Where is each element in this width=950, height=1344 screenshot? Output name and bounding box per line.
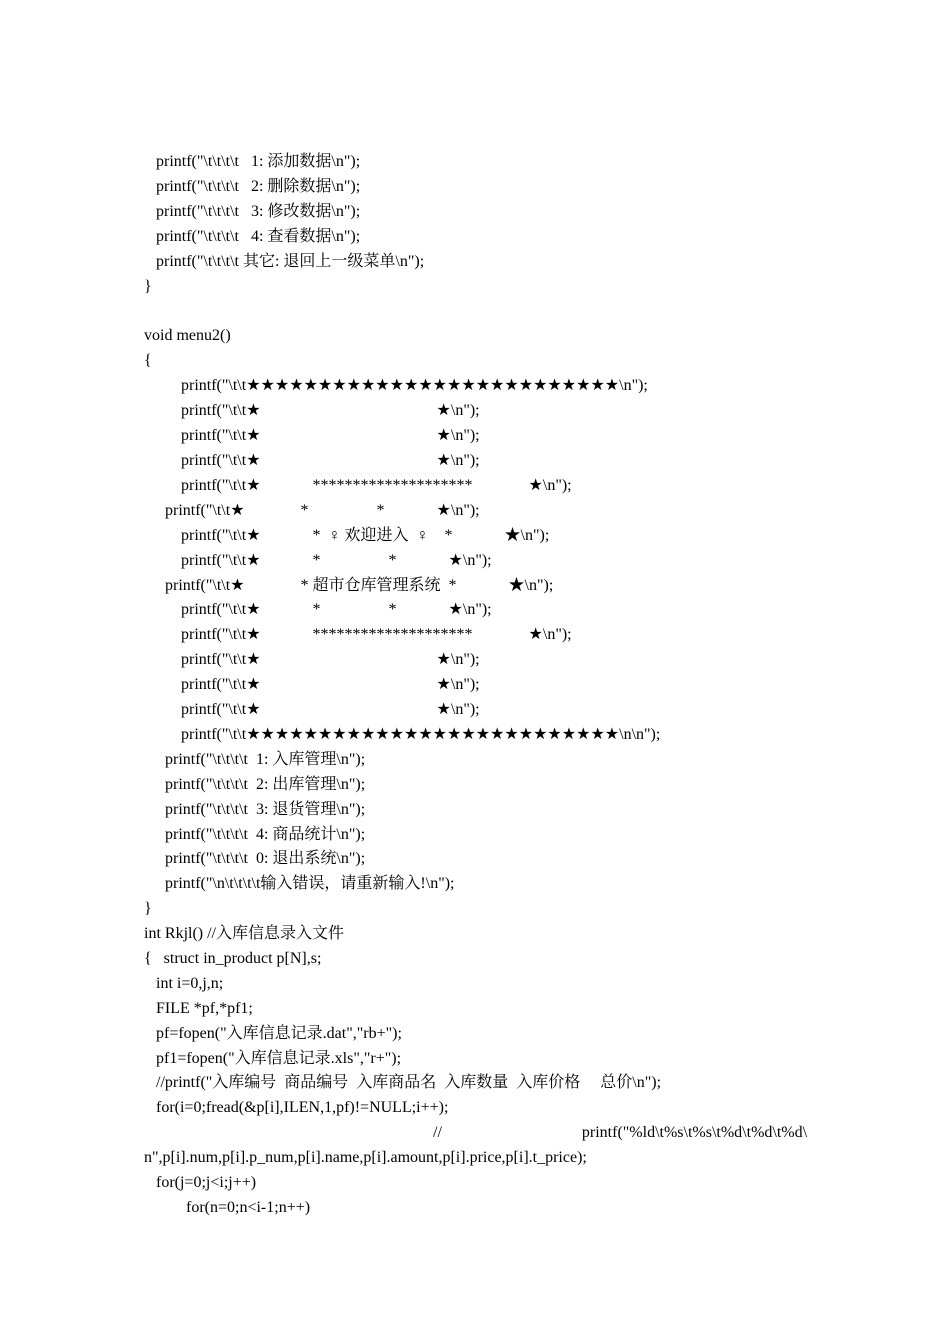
code-line: printf("\t\t\t\t 2: 删除数据\n"); <box>156 178 361 195</box>
code-line: printf("\t\t★ * * ★\n"); <box>181 601 492 618</box>
code-line: printf("\t\t★ * 超市仓库管理系统 * ★\n"); <box>165 577 554 594</box>
code-line: printf("\t\t\t\t 1: 添加数据\n"); <box>156 153 361 170</box>
code-line: //printf("入库编号 商品编号 入库商品名 入库数量 入库价格 总价\n"); <box>156 1074 662 1091</box>
code-line: FILE *pf,*pf1; <box>156 1000 253 1017</box>
code-line: printf("\t\t★★★★★★★★★★★★★★★★★★★★★★★★★★\n"); <box>181 377 648 394</box>
code-line: printf("\t\t★ ★\n"); <box>181 701 480 718</box>
code-line: printf("\n\t\t\t\t输入错误，请重新输入!\n"); <box>165 875 455 892</box>
code-line: pf1=fopen("入库信息记录.xls","r+"); <box>156 1050 402 1067</box>
code-line: printf("\t\t★ ******************** ★\n"); <box>181 477 572 494</box>
code-line: printf("\t\t★ * * ★\n"); <box>181 552 492 569</box>
code-line: printf("\t\t\t\t 0: 退出系统\n"); <box>165 850 366 867</box>
code-line: printf("\t\t★ ******************** ★\n"); <box>181 626 572 643</box>
code-line: printf("\t\t★ ★\n"); <box>181 427 480 444</box>
code-line: pf=fopen("入库信息记录.dat","rb+"); <box>156 1025 402 1042</box>
code-line: printf("\t\t★★★★★★★★★★★★★★★★★★★★★★★★★★\n\n"); <box>181 726 661 743</box>
code-line: printf("\t\t★ ★\n"); <box>181 452 480 469</box>
code-line: { struct in_product p[N],s; <box>144 950 322 967</box>
code-line: } <box>144 278 152 295</box>
code-line: printf("\t\t\t\t 2: 出库管理\n"); <box>165 776 366 793</box>
code-line: printf("\t\t★ ★\n"); <box>181 651 480 668</box>
code-line: printf("\t\t★ * * ★\n"); <box>165 502 480 519</box>
code-line: for(n=0;n<i-1;n++) <box>186 1199 311 1216</box>
code-line: printf("\t\t\t\t 3: 修改数据\n"); <box>156 203 361 220</box>
code-line: printf("\t\t★ * ♀ 欢迎进入 ♀ * ★\n"); <box>181 527 550 544</box>
code-line: void menu2() <box>144 327 231 344</box>
code-line: n",p[i].num,p[i].p_num,p[i].name,p[i].amount,p[i].price,p[i].t_price); <box>144 1149 587 1166</box>
code-line: printf("\t\t\t\t 4: 商品统计\n"); <box>165 826 366 843</box>
code-line: int Rkjl() //入库信息录入文件 <box>144 925 345 942</box>
code-line: printf("\t\t★ ★\n"); <box>181 676 480 693</box>
code-line: { <box>144 352 152 369</box>
code-line: for(j=0;j<i;j++) <box>156 1174 257 1191</box>
code-line: } <box>144 900 152 917</box>
code-line: printf("\t\t★ ★\n"); <box>181 402 480 419</box>
code-line: printf("\t\t\t\t 3: 退货管理\n"); <box>165 801 366 818</box>
code-line: printf("\t\t\t\t 4: 查看数据\n"); <box>156 228 361 245</box>
code-line: printf("\t\t\t\t 1: 入库管理\n"); <box>165 751 366 768</box>
code-line: printf("\t\t\t\t 其它: 退回上一级菜单\n"); <box>156 253 425 270</box>
code-line: int i=0,j,n; <box>156 975 224 992</box>
code-line: // printf("%ld\t%s\t%s\t%d\t%d\t%d\ <box>433 1124 808 1141</box>
code-line: for(i=0;fread(&p[i],ILEN,1,pf)!=NULL;i++); <box>156 1099 449 1116</box>
